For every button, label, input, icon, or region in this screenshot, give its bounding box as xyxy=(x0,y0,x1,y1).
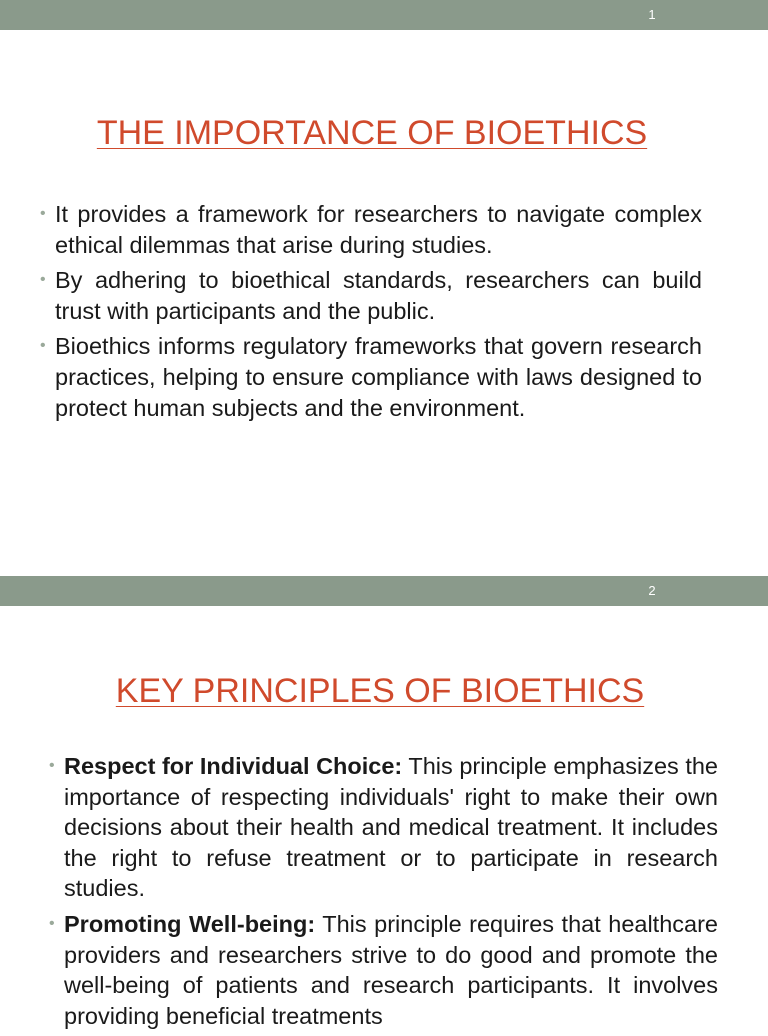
slide-title: THE IMPORTANCE OF BIOETHICS xyxy=(96,114,648,152)
slide-header-bar xyxy=(0,576,768,606)
slide-number: 1 xyxy=(648,7,656,22)
bullet-item xyxy=(49,751,718,904)
bullet-text: It provides a framework for researchers to navigate complex ethical dilemmas that arise during studies. xyxy=(55,201,702,258)
slide-title: KEY PRINCIPLES OF BIOETHICS xyxy=(115,672,645,710)
bullet-term: Promoting Well-being: xyxy=(64,910,316,937)
bullet-term: Respect for Individual Choice: xyxy=(64,753,403,779)
bullet-icon: • xyxy=(40,271,46,289)
bullet-item xyxy=(40,265,702,326)
slide-number: 2 xyxy=(648,583,656,598)
bullet-icon: • xyxy=(49,757,55,774)
bullet-item xyxy=(49,909,718,1031)
bullet-item xyxy=(40,199,702,260)
bullet-text: Bioethics informs regulatory frameworks that govern research practices, helping to ensure compliance with laws designed to protect human subjects and the environment. xyxy=(55,333,702,421)
bullet-list xyxy=(49,751,718,1036)
slide-2 xyxy=(0,576,768,1029)
bullet-text: This principle emphasizes the importance of respecting individuals' right to make their own decisions about their health and medical treatment. It includes the right to refuse treatment or to participate in research studies. xyxy=(64,753,718,902)
bullet-item xyxy=(40,331,702,423)
bullet-icon: • xyxy=(40,205,46,222)
bullet-list xyxy=(40,199,702,428)
slide-header-bar xyxy=(0,0,768,30)
bullet-text: By adhering to bioethical standards, researchers can build trust with participants and the public. xyxy=(55,267,702,324)
bullet-icon: • xyxy=(40,337,46,355)
bullet-icon: • xyxy=(49,914,55,932)
bullet-text: This principle requires that healthcare providers and researchers strive to do good and promote the well-being of patients and research participants. It involves providing beneficial treatments xyxy=(64,910,718,1029)
